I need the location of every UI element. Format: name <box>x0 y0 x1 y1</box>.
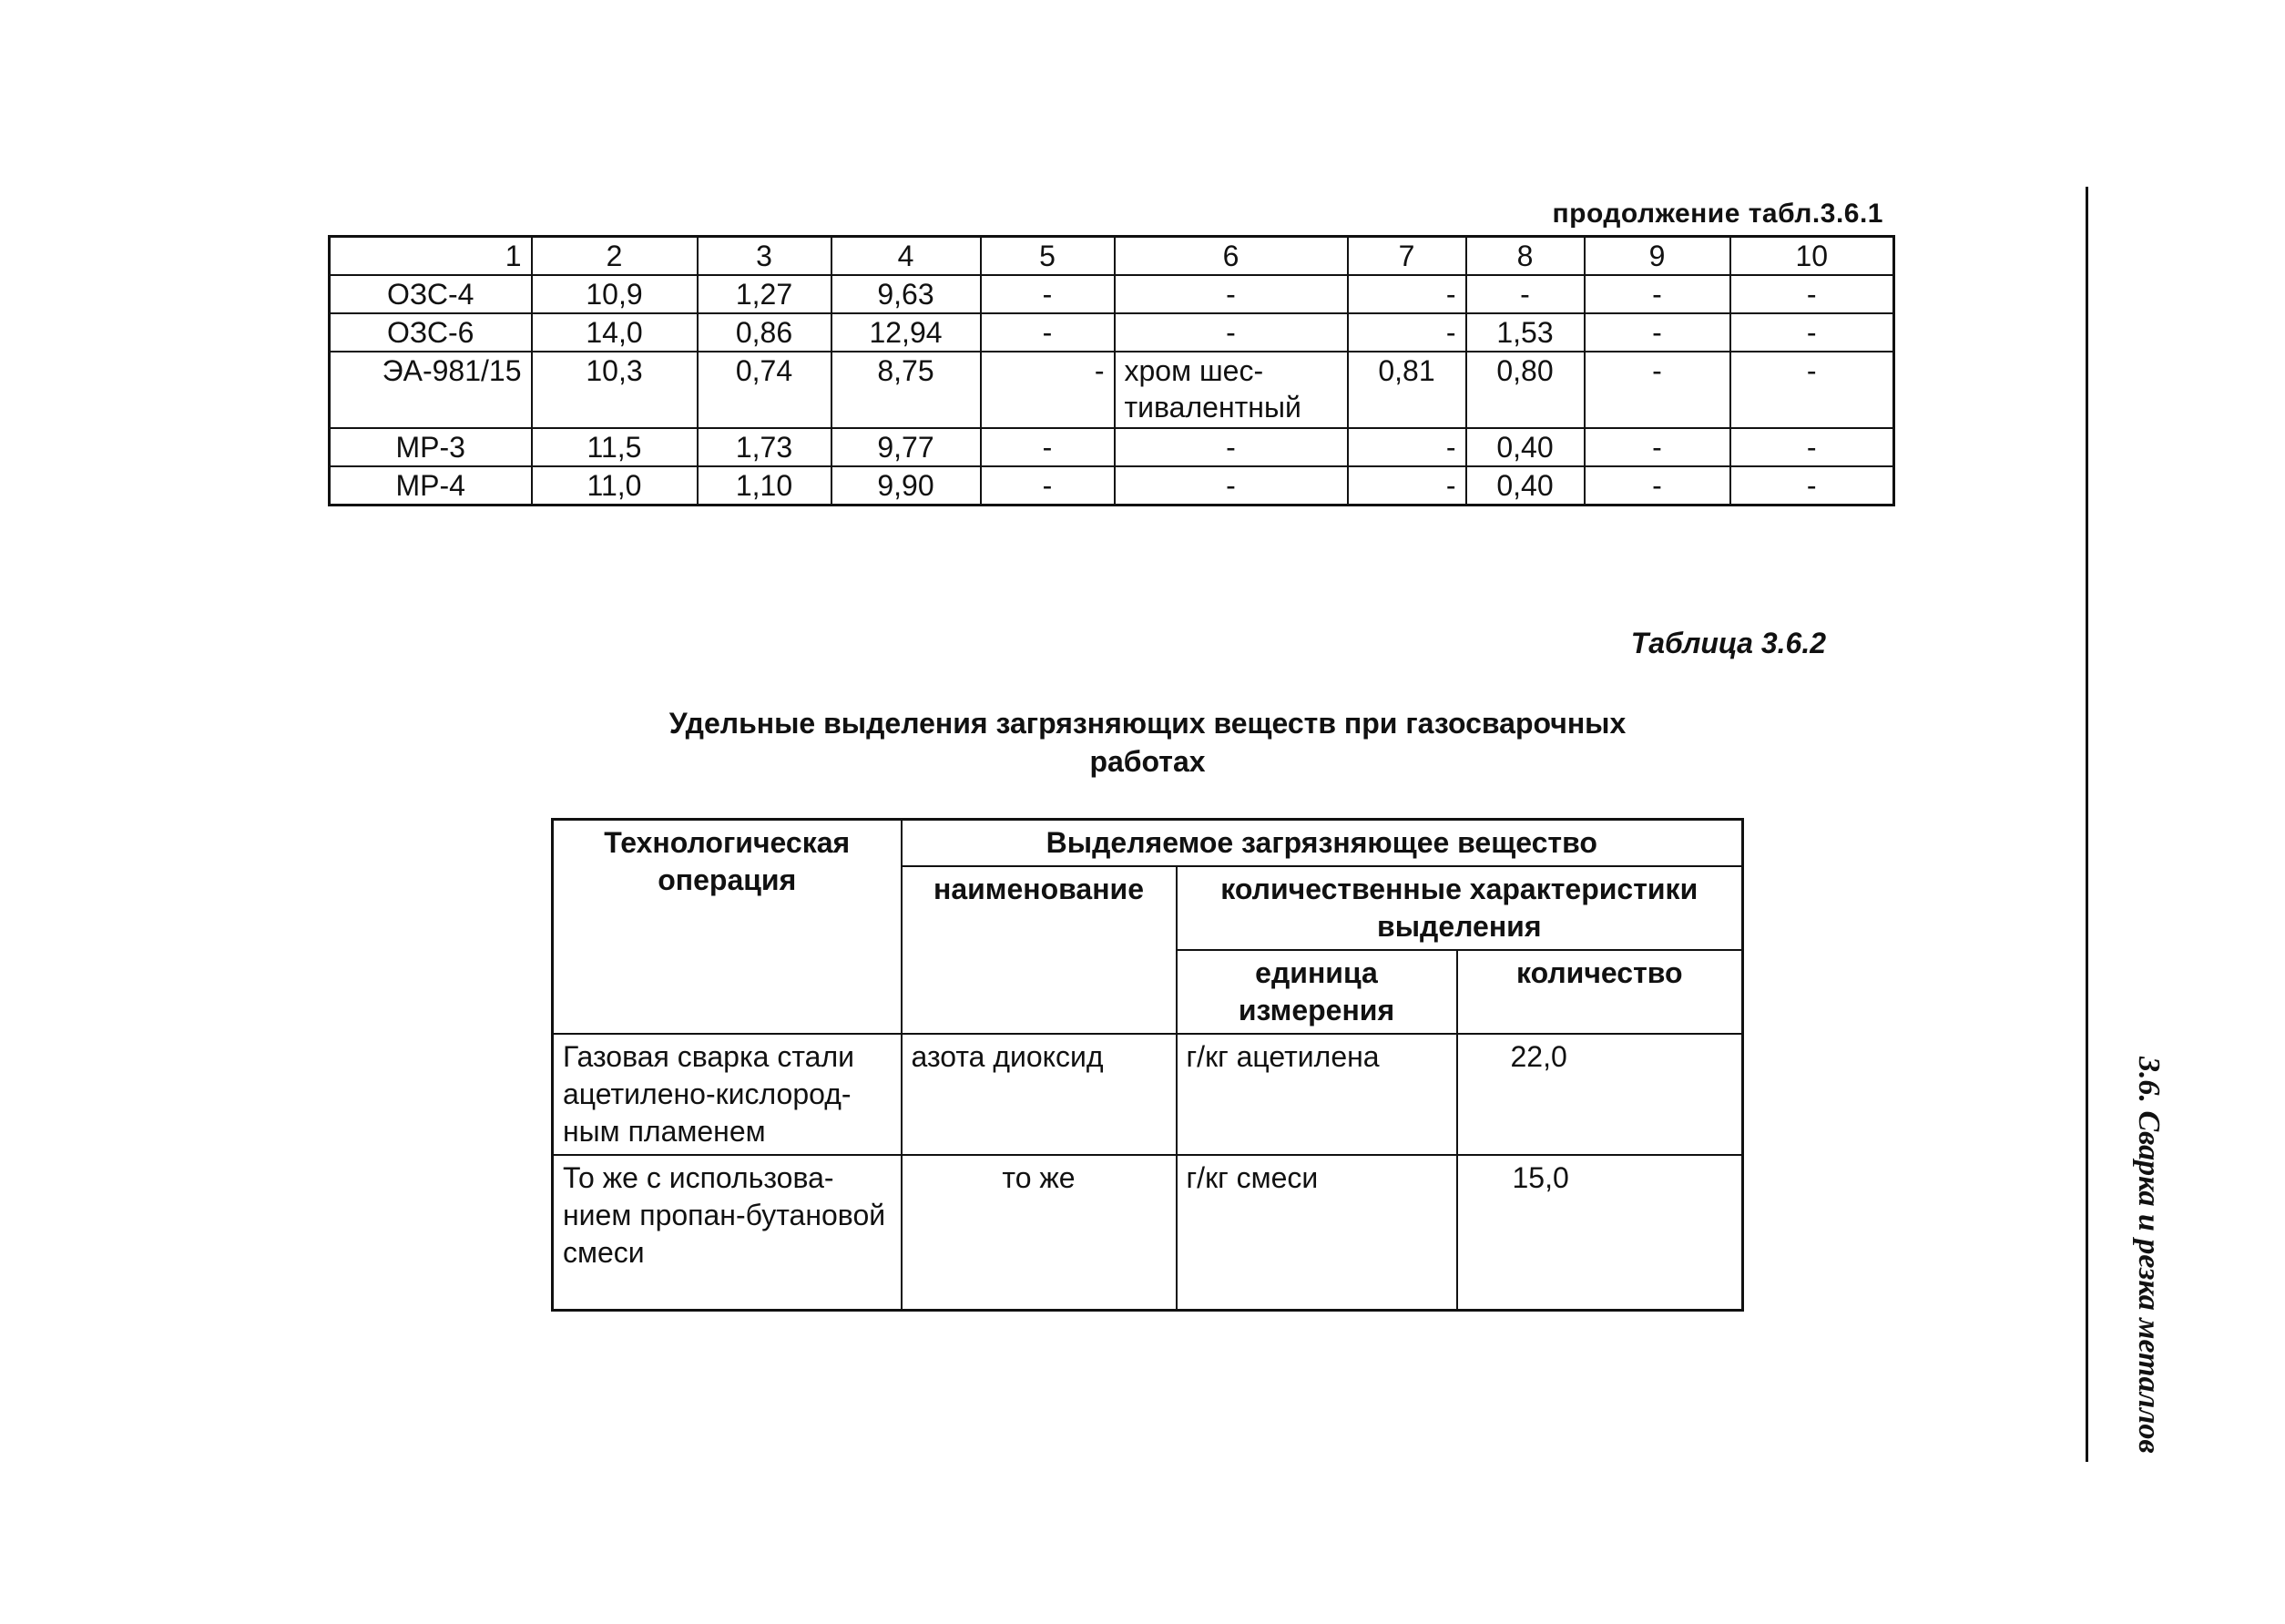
hexavalent-chromium-cell <box>1115 352 1348 428</box>
table-row <box>330 313 1894 352</box>
column-number: 10 <box>1730 237 1894 276</box>
running-header: 3.6. Сварка и резка металлов <box>2132 1057 2166 1454</box>
column-number: 7 <box>1348 237 1466 276</box>
gas-welding-emissions-table <box>551 818 1744 1312</box>
margin-rule <box>2086 187 2088 1462</box>
quantity-header: количество <box>1457 950 1743 1034</box>
table-cell: 0,40 <box>1466 466 1585 506</box>
table-cell: - <box>1730 428 1894 466</box>
table-cell: 14,0 <box>532 313 698 352</box>
table-cell: 0,74 <box>698 352 831 428</box>
electrode-brand: ЭА-981/15 <box>330 352 532 428</box>
characteristics-header: количественные характеристики выделения <box>1177 866 1743 950</box>
quantity-cell: 22,0 <box>1457 1034 1743 1155</box>
table-cell: 1,53 <box>1466 313 1585 352</box>
column-number: 3 <box>698 237 831 276</box>
table-cell: 11,5 <box>532 428 698 466</box>
table-title <box>583 704 1712 781</box>
unit-cell: г/кг ацетилена <box>1177 1034 1457 1155</box>
table-row <box>330 275 1894 313</box>
unit-cell: г/кг смеси <box>1177 1155 1457 1310</box>
continuation-caption: продолжение табл.3.6.1 <box>1552 199 1883 229</box>
table-cell: - <box>1585 428 1730 466</box>
emissions-table-continued <box>328 235 1895 506</box>
table-cell: - <box>1730 313 1894 352</box>
electrode-brand: МР-3 <box>330 428 532 466</box>
column-number: 5 <box>981 237 1115 276</box>
name-header: наименование <box>902 866 1177 1034</box>
table-cell: - <box>1585 275 1730 313</box>
table-cell: - <box>1348 428 1466 466</box>
column-number: 2 <box>532 237 698 276</box>
operation-cell: То же с использова-нием пропан-бутановой смеси <box>553 1155 902 1310</box>
quantity-cell: 15,0 <box>1457 1155 1743 1310</box>
table-row <box>330 428 1894 466</box>
table-cell: 10,9 <box>532 275 698 313</box>
table-cell: - <box>1466 275 1585 313</box>
table-cell: - <box>1115 466 1348 506</box>
electrode-brand: ОЗС-6 <box>330 313 532 352</box>
table-label: Таблица 3.6.2 <box>1630 627 1826 659</box>
table-cell: 1,10 <box>698 466 831 506</box>
substance-name-cell: то же <box>902 1155 1177 1310</box>
table-cell: - <box>981 275 1115 313</box>
table-cell: - <box>1115 275 1348 313</box>
electrode-brand: МР-4 <box>330 466 532 506</box>
column-number: 1 <box>330 237 532 276</box>
column-number: 8 <box>1466 237 1585 276</box>
cell-line: хром шес- <box>1124 354 1264 387</box>
table-cell: 0,40 <box>1466 428 1585 466</box>
table-header-row <box>553 820 1743 867</box>
table-cell: - <box>1348 313 1466 352</box>
table-cell: - <box>1730 466 1894 506</box>
table-cell: 0,86 <box>698 313 831 352</box>
table-cell: - <box>981 428 1115 466</box>
table-title-line: Удельные выделения загрязняющих веществ при газосварочных <box>668 707 1627 740</box>
column-number: 6 <box>1115 237 1348 276</box>
table-cell: 10,3 <box>532 352 698 428</box>
table-cell: 12,94 <box>831 313 981 352</box>
table-cell: 0,80 <box>1466 352 1585 428</box>
column-number: 9 <box>1585 237 1730 276</box>
unit-header: единица измерения <box>1177 950 1457 1034</box>
table-cell: - <box>1730 352 1894 428</box>
substance-name-cell: азота диоксид <box>902 1034 1177 1155</box>
table-cell: 11,0 <box>532 466 698 506</box>
table-cell: - <box>981 352 1115 428</box>
table-cell: - <box>1348 466 1466 506</box>
table-row <box>330 466 1894 506</box>
table-header-row <box>330 237 1894 276</box>
table-cell: 8,75 <box>831 352 981 428</box>
operation-header: Технологическая операция <box>553 820 902 1035</box>
table-cell: - <box>981 466 1115 506</box>
cell-line: тивалентный <box>1124 391 1301 424</box>
table-cell: 0,81 <box>1348 352 1466 428</box>
table-row <box>553 1155 1743 1310</box>
column-number: 4 <box>831 237 981 276</box>
table-cell: 1,73 <box>698 428 831 466</box>
table-cell: - <box>981 313 1115 352</box>
table-cell: - <box>1115 313 1348 352</box>
table-cell: 9,77 <box>831 428 981 466</box>
table-cell: - <box>1348 275 1466 313</box>
operation-cell: Газовая сварка стали ацетилено-кислород-ным пламенем <box>553 1034 902 1155</box>
table-title-line: работах <box>1089 745 1206 778</box>
table-cell: - <box>1585 466 1730 506</box>
table-cell: - <box>1585 352 1730 428</box>
table-cell: - <box>1115 428 1348 466</box>
substance-header: Выделяемое загрязняющее вещество <box>902 820 1743 867</box>
electrode-brand: ОЗС-4 <box>330 275 532 313</box>
table-row <box>553 1034 1743 1155</box>
table-cell: 9,63 <box>831 275 981 313</box>
table-cell: 1,27 <box>698 275 831 313</box>
table-cell: - <box>1730 275 1894 313</box>
table-cell: - <box>1585 313 1730 352</box>
table-row <box>330 352 1894 428</box>
table-cell: 9,90 <box>831 466 981 506</box>
